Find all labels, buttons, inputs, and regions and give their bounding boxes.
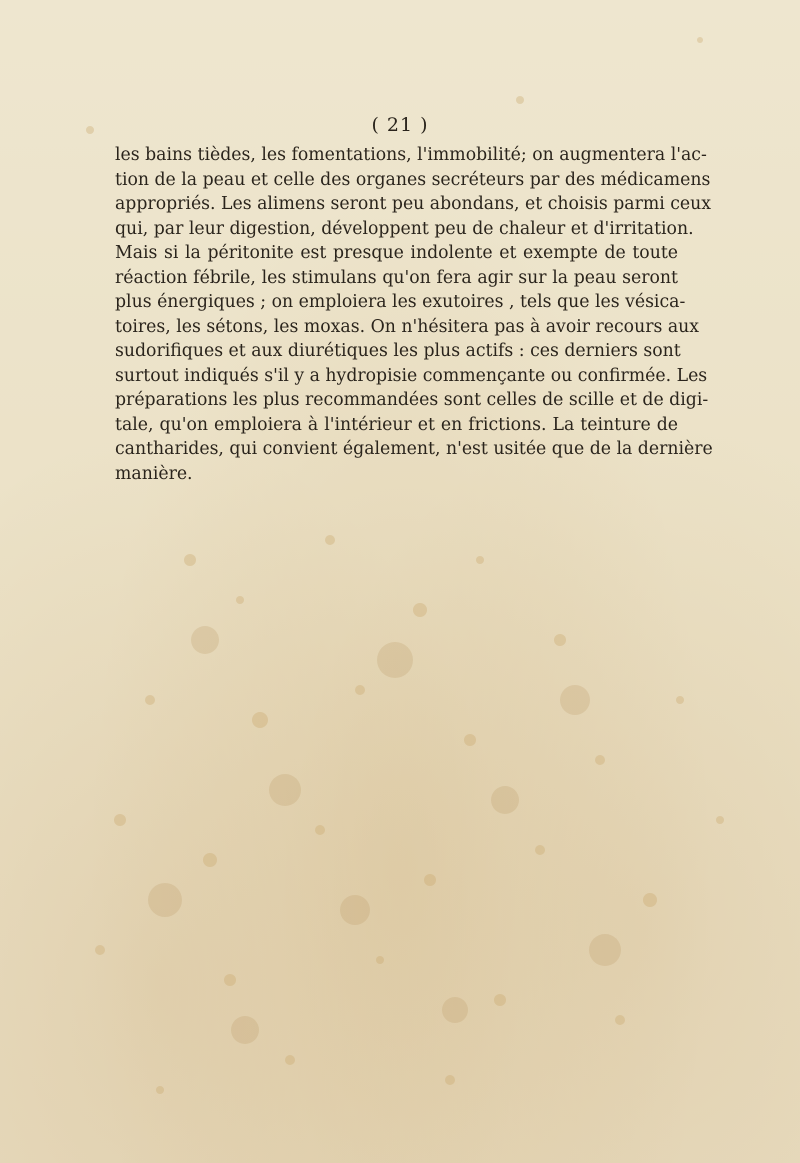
text-line: toires, les sétons, les moxas. On n'hésitera pas à avoir recours aux: [115, 316, 700, 337]
text-line: cantharides, qui convient également, n'est usitée que de la dernière: [115, 439, 713, 459]
text-line: préparations les plus recommandées sont celles de scille et de digi-: [115, 390, 709, 410]
text-line: tion de la peau et celle des organes secréteurs par des médicamens: [115, 169, 711, 190]
body-paragraph: [115, 143, 713, 486]
text-line: tale, qu'on emploiera à l'intérieur et en frictions. La teinture de: [115, 414, 678, 435]
text-line: appropriés. Les alimens seront peu abondans, et choisis parmi ceux: [115, 194, 712, 214]
text-line: plus énergiques ; on emploiera les exutoires , tels que les vésica-: [115, 292, 686, 312]
text-line: réaction fébrile, les stimulans qu'on fera agir sur la peau seront: [115, 267, 678, 288]
text-line: sudorifiques et aux diurétiques les plus actifs : ces derniers sont: [115, 341, 681, 361]
text-line: Mais si la péritonite est presque indolente et exempte de toute: [115, 243, 678, 263]
text-line: les bains tièdes, les fomentations, l'immobilité; on augmentera l'ac-: [115, 145, 707, 165]
text-line: qui, par leur digestion, développent peu de chaleur et d'irritation.: [115, 218, 694, 239]
text-line: surtout indiqués s'il y a hydropisie commençante ou confirmée. Les: [115, 365, 708, 386]
page-number: ( 21 ): [371, 114, 429, 136]
text-line: manière.: [115, 463, 193, 484]
